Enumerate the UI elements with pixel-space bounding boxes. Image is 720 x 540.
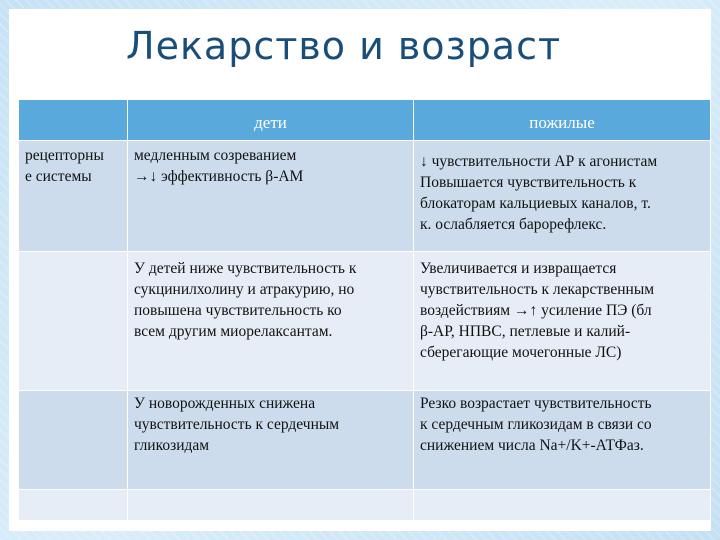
children-cell: У детей ниже чувствительность к сукцинилхолину и атракурию, но повышена чувствительность ко всем другим миорелаксантам. [128, 252, 414, 391]
table-row [19, 391, 711, 490]
children-cell [128, 490, 414, 521]
elderly-cell: ↓ чувствительности АР к агонистам Повышается чувствительность к блокаторам кальциевых каналов, т. к. ослабляется барорефлекс. [414, 141, 711, 252]
slide-title: Лекарство и возраст [126, 24, 562, 68]
elderly-cell: Резко возрастает чувствительность к сердечным гликозидам в связи со снижением числа Na+/K+-АТФаз. [414, 391, 711, 490]
header-children: дети [128, 100, 414, 141]
children-cell: медленным созреванием →↓ эффективность β-АМ [128, 141, 414, 252]
row-label [19, 391, 128, 490]
table-header-row [19, 100, 711, 141]
elderly-cell: Увеличивается и извращается чувствительность к лекарственным воздействиям →↑ усиление ПЭ (бл β-АР, НПВС, петлевые и калий- сберегающие мочегонные ЛС) [414, 252, 711, 391]
elderly-cell [414, 490, 711, 521]
header-elderly: пожилые [414, 100, 711, 141]
table-row [19, 141, 711, 252]
children-cell: У новорожденных снижена чувствительность к сердечным гликозидам [128, 391, 414, 490]
header-empty [19, 100, 128, 141]
row-label [19, 490, 128, 521]
table-row [19, 490, 711, 521]
row-label [19, 252, 128, 391]
comparison-table [18, 99, 711, 521]
row-label: рецепторны е системы [19, 141, 128, 252]
table-row [19, 252, 711, 391]
